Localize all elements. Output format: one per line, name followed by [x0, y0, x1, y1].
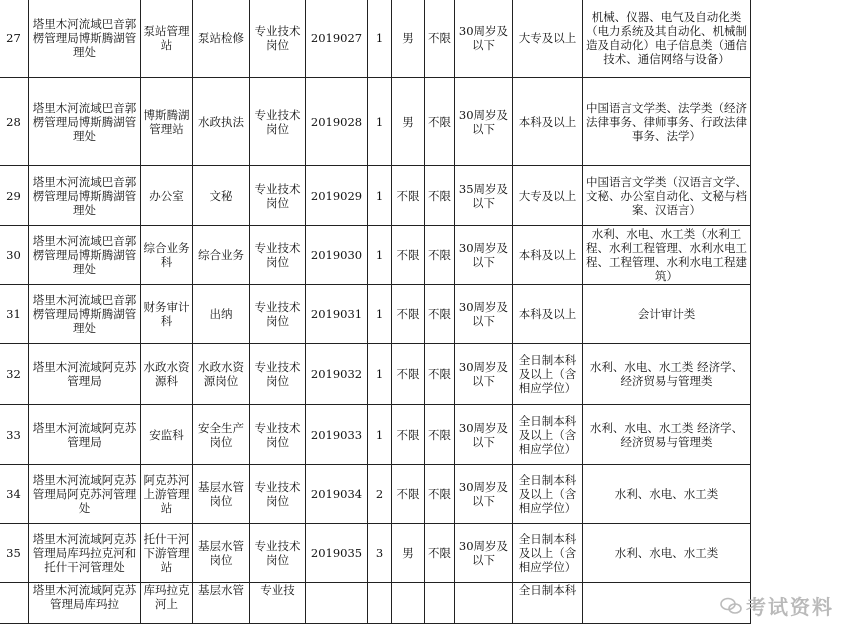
cell-ethnic: 不限 [425, 226, 455, 285]
cell-gender: 不限 [392, 166, 425, 226]
cell-no: 35 [0, 524, 29, 583]
cell-category: 专业技术岗位 [250, 166, 306, 226]
table-row [0, 344, 751, 405]
cell-edu: 大专及以上 [513, 0, 583, 78]
cell-no [0, 583, 29, 624]
cell-no: 27 [0, 0, 29, 78]
cell-count: 1 [368, 226, 392, 285]
watermark-text: 考试资料 [746, 595, 834, 619]
cell-category: 专业技术岗位 [250, 405, 306, 465]
cell-gender [392, 583, 425, 624]
cell-major: 水利、水电、水工类 [583, 524, 751, 583]
table-row [0, 285, 751, 344]
cell-no: 31 [0, 285, 29, 344]
cell-count: 2 [368, 465, 392, 524]
cell-post: 基层水管岗位 [193, 465, 250, 524]
cell-major: 会计审计类 [583, 285, 751, 344]
cell-edu: 本科及以上 [513, 78, 583, 166]
cell-ethnic: 不限 [425, 166, 455, 226]
cell-post: 出纳 [193, 285, 250, 344]
cell-count: 1 [368, 166, 392, 226]
cell-age: 30周岁及以下 [455, 226, 513, 285]
cell-gender: 不限 [392, 226, 425, 285]
cell-code: 2019028 [306, 78, 368, 166]
cell-gender: 男 [392, 524, 425, 583]
cell-unit: 塔里木河流域巴音郭楞管理局博斯腾湖管理处 [29, 166, 141, 226]
table-row [0, 226, 751, 285]
cell-dept: 博斯腾湖管理站 [141, 78, 193, 166]
cell-edu: 全日制本科及以上（含相应学位） [513, 465, 583, 524]
cell-no: 33 [0, 405, 29, 465]
cell-edu: 大专及以上 [513, 166, 583, 226]
cell-dept: 办公室 [141, 166, 193, 226]
cell-age: 30周岁及以下 [455, 285, 513, 344]
cell-code: 2019032 [306, 344, 368, 405]
cell-unit: 塔里木河流域阿克苏管理局 [29, 344, 141, 405]
cell-gender: 男 [392, 0, 425, 78]
cell-count: 1 [368, 344, 392, 405]
cell-unit: 塔里木河流域阿克苏管理局阿克苏河管理处 [29, 465, 141, 524]
table-row [0, 0, 751, 78]
cell-post: 基层水管岗位 [193, 524, 250, 583]
cell-edu: 全日制本科及以上（含相应学位） [513, 524, 583, 583]
cell-unit: 塔里木河流域巴音郭楞管理局博斯腾湖管理处 [29, 285, 141, 344]
cell-age: 30周岁及以下 [455, 405, 513, 465]
table-row [0, 583, 751, 624]
cell-edu: 本科及以上 [513, 226, 583, 285]
cell-code: 2019034 [306, 465, 368, 524]
cell-code [306, 583, 368, 624]
cell-post: 泵站检修 [193, 0, 250, 78]
cell-ethnic: 不限 [425, 405, 455, 465]
cell-ethnic: 不限 [425, 78, 455, 166]
cell-ethnic: 不限 [425, 465, 455, 524]
cell-unit: 塔里木河流域巴音郭楞管理局博斯腾湖管理处 [29, 78, 141, 166]
cell-unit: 塔里木河流域阿克苏管理局库玛拉克河和托什干河管理处 [29, 524, 141, 583]
cell-category: 专业技术岗位 [250, 465, 306, 524]
cell-post: 文秘 [193, 166, 250, 226]
table-row [0, 465, 751, 524]
cell-major: 中国语言文学类（汉语言文学、文秘、办公室自动化、文秘与档案、汉语言） [583, 166, 751, 226]
cell-age: 30周岁及以下 [455, 78, 513, 166]
cell-gender: 不限 [392, 344, 425, 405]
cell-dept: 阿克苏河上游管理站 [141, 465, 193, 524]
cell-count: 3 [368, 524, 392, 583]
cell-unit: 塔里木河流域巴音郭楞管理局博斯腾湖管理处 [29, 0, 141, 78]
cell-major: 水利、水电、水工类 经济学、经济贸易与管理类 [583, 405, 751, 465]
cell-gender: 不限 [392, 405, 425, 465]
cell-category: 专业技术岗位 [250, 0, 306, 78]
cell-code: 2019031 [306, 285, 368, 344]
cell-age: 30周岁及以下 [455, 524, 513, 583]
cell-category: 专业技术岗位 [250, 226, 306, 285]
cell-edu: 全日制本科及以上（含相应学位） [513, 344, 583, 405]
cell-unit: 塔里木河流域阿克苏管理局库玛拉 [29, 583, 141, 624]
cell-post: 水政执法 [193, 78, 250, 166]
cell-ethnic [425, 583, 455, 624]
cell-category: 专业技 [250, 583, 306, 624]
cell-no: 32 [0, 344, 29, 405]
cell-major: 机械、仪器、电气及自动化类（电力系统及其自动化、机械制造及自动化）电子信息类（通信技术、通信网络与设备） [583, 0, 751, 78]
cell-code: 2019030 [306, 226, 368, 285]
cell-age: 30周岁及以下 [455, 344, 513, 405]
cell-edu: 本科及以上 [513, 285, 583, 344]
cell-dept: 泵站管理站 [141, 0, 193, 78]
cell-gender: 男 [392, 78, 425, 166]
watermark [720, 591, 834, 620]
cell-unit: 塔里木河流域巴音郭楞管理局博斯腾湖管理处 [29, 226, 141, 285]
cell-no: 29 [0, 166, 29, 226]
table-row [0, 405, 751, 465]
cell-code: 2019027 [306, 0, 368, 78]
cell-post: 安全生产岗位 [193, 405, 250, 465]
cell-category: 专业技术岗位 [250, 78, 306, 166]
cell-code: 2019029 [306, 166, 368, 226]
cell-no: 28 [0, 78, 29, 166]
cell-gender: 不限 [392, 285, 425, 344]
table-row [0, 524, 751, 583]
cell-gender: 不限 [392, 465, 425, 524]
cell-post: 综合业务 [193, 226, 250, 285]
cell-major: 水利、水电、水工类（水利工程、水利工程管理、水利水电工程、工程管理、水利水电工程建筑） [583, 226, 751, 285]
cell-major: 水利、水电、水工类 经济学、经济贸易与管理类 [583, 344, 751, 405]
cell-age: 30周岁及以下 [455, 465, 513, 524]
cell-code: 2019035 [306, 524, 368, 583]
cell-dept: 水政水资源科 [141, 344, 193, 405]
cell-age [455, 583, 513, 624]
wechat-logo-icon [720, 597, 742, 615]
cell-age: 35周岁及以下 [455, 166, 513, 226]
cell-ethnic: 不限 [425, 0, 455, 78]
cell-count: 1 [368, 78, 392, 166]
cell-post: 水政水资源岗位 [193, 344, 250, 405]
table-row [0, 166, 751, 226]
cell-dept: 库玛拉克河上 [141, 583, 193, 624]
cell-edu: 全日制本科 [513, 583, 583, 624]
cell-category: 专业技术岗位 [250, 285, 306, 344]
cell-count: 1 [368, 405, 392, 465]
cell-major: 水利、水电、水工类 [583, 465, 751, 524]
cell-dept: 托什干河下游管理站 [141, 524, 193, 583]
cell-dept: 财务审计科 [141, 285, 193, 344]
cell-ethnic: 不限 [425, 344, 455, 405]
cell-dept: 安监科 [141, 405, 193, 465]
cell-category: 专业技术岗位 [250, 524, 306, 583]
cell-count: 1 [368, 285, 392, 344]
cell-post: 基层水管 [193, 583, 250, 624]
cell-category: 专业技术岗位 [250, 344, 306, 405]
cell-ethnic: 不限 [425, 285, 455, 344]
table-row [0, 78, 751, 166]
cell-dept: 综合业务科 [141, 226, 193, 285]
cell-age: 30周岁及以下 [455, 0, 513, 78]
cell-code: 2019033 [306, 405, 368, 465]
cell-count [368, 583, 392, 624]
cell-no: 30 [0, 226, 29, 285]
cell-no: 34 [0, 465, 29, 524]
cell-unit: 塔里木河流域阿克苏管理局 [29, 405, 141, 465]
cell-ethnic: 不限 [425, 524, 455, 583]
cell-edu: 全日制本科及以上（含相应学位） [513, 405, 583, 465]
cell-count: 1 [368, 0, 392, 78]
cell-major: 中国语言文学类、法学类（经济法律事务、律师事务、行政法律事务、法学） [583, 78, 751, 166]
